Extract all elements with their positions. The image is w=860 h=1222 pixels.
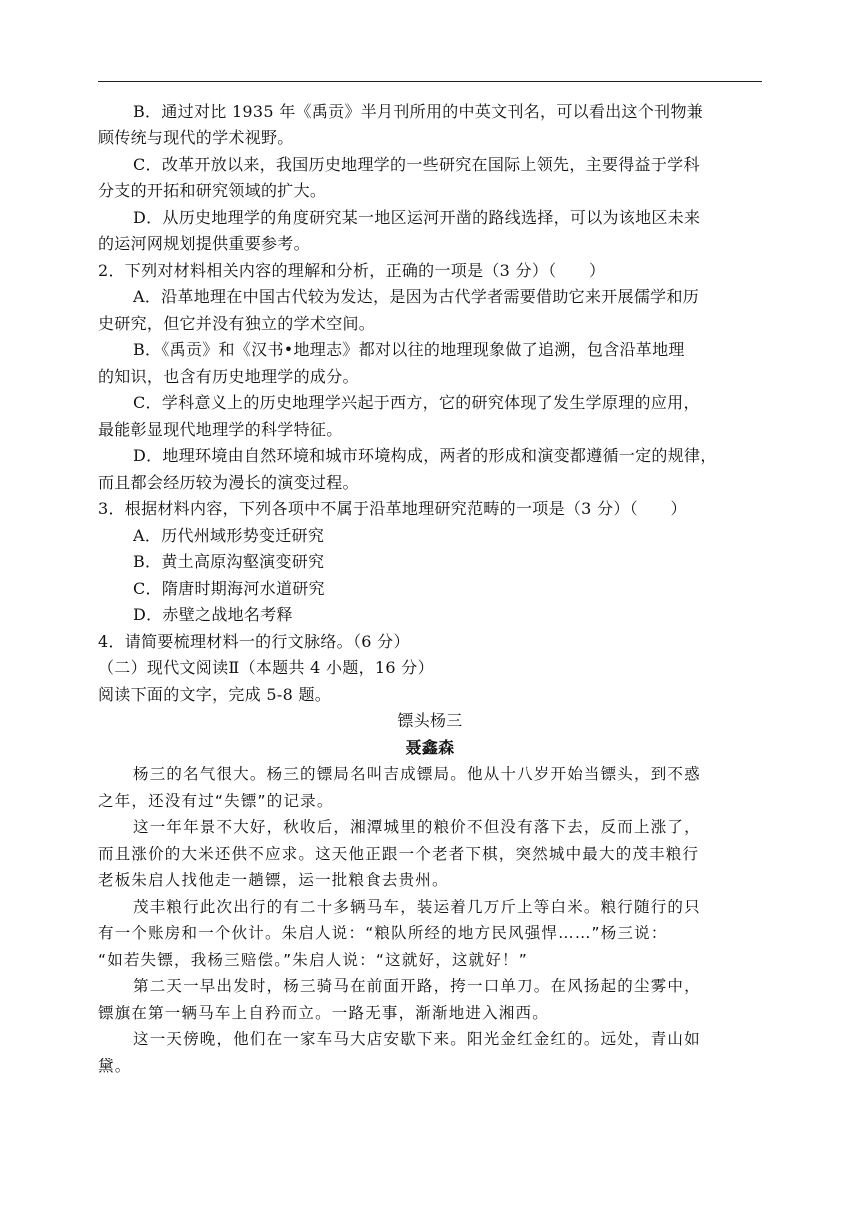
option-b-line2: 顾传统与现代的学术视野。 [98,128,294,147]
question-3: 3．根据材料内容，下列各项中不属于沿革地理研究范畴的一项是（3 分）（ ） [98,499,687,518]
story-line: 黛。 [98,1057,132,1075]
story-line: 而且涨价的大米还供不应求。这天他正跟一个老者下棋，突然城中最大的茂丰粮行 [98,845,700,863]
question-2: 2．下列对材料相关内容的理解和分析，正确的一项是（3 分）（ ） [98,261,606,280]
q2-option-a-line1: A．沿革地理在中国古代较为发达，是因为古代学者需要借助它来开展儒学和历 [133,287,700,306]
story-line: 这一天傍晚，他们在一家车马大店安歇下来。阳光金红金红的。远处，青山如 [133,1030,701,1048]
option-c-line1: C．改革开放以来，我国历史地理学的一些研究在国际上领先，主要得益于学科 [133,155,700,174]
story-line: 老板朱启人找他走一趟镖，运一批粮食去贵州。 [98,871,449,889]
option-b-line1: B．通过对比 1935 年《禹贡》半月刊所用的中英文刊名，可以看出这个刊物兼 [133,102,704,121]
q3-option-a: A．历代州域形势变迁研究 [133,526,325,545]
q2-option-b-line2: 的知识，也含有历史地理学的成分。 [98,367,359,386]
story-line: 镖旗在第一辆马车上自矜而立。一路无事，渐渐地进入湘西。 [98,1004,549,1022]
q2-option-a-line2: 史研究，但它并没有独立的学术空间。 [98,314,376,333]
q2-option-d-line2: 而且都会经历较为漫长的演变过程。 [98,473,359,492]
story-title: 镖头杨三 [397,711,463,730]
story-line: 第二天一早出发时，杨三骑马在前面开路，挎一口单刀。在风扬起的尘雾中， [133,977,701,995]
q2-option-c-line1: C．学科意义上的历史地理学兴起于西方，它的研究体现了发生学原理的应用， [133,393,700,412]
option-c-line2: 分支的开拓和研究领域的扩大。 [98,181,327,200]
q3-option-d: D．赤壁之战地名考释 [133,605,293,624]
option-d-line2: 的运河网规划提供重要参考。 [98,234,310,253]
story-line: 这一年年景不大好，秋收后，湘潭城里的粮价不但没有落下去，反而上涨了， [133,818,701,836]
section-heading: （二）现代文阅读Ⅱ（本题共 4 小题，16 分） [98,658,434,677]
option-d-line1: D．从历史地理学的角度研究某一地区运河开凿的路线选择，可以为该地区未来 [133,208,701,227]
reading-instruction: 阅读下面的文字，完成 5-8 题。 [98,685,332,704]
q3-option-b: B．黄土高原沟壑演变研究 [133,552,325,571]
header-rule [98,81,762,82]
story-line: 之年，还没有过“失镖”的记录。 [98,792,334,810]
q2-option-c-line2: 最能彰显现代地理学的科学特征。 [98,420,343,439]
q2-option-d-line1: D．地理环境由自然环境和城市环境构成，两者的形成和演变都遵循一定的规律， [133,446,717,465]
story-line: 茂丰粮行此次出行的有二十多辆马车，装运着几万斤上等白米。粮行随行的只 [133,898,701,916]
story-line: “如若失镖，我杨三赔偿。”朱启人说：“这就好，这就好！” [98,951,528,969]
story-line: 有一个账房和一个伙计。朱启人说：“粮队所经的地方民风强悍……”杨三说： [98,924,668,942]
q2-option-b-line1: B．《禹贡》和《汉书•地理志》都对以往的地理现象做了追溯，包含沿革地理 [133,340,685,359]
story-line: 杨三的名气很大。杨三的镖局名叫吉成镖局。他从十八岁开始当镖头，到不惑 [133,765,701,783]
story-author: 聂鑫森 [405,738,455,757]
question-4: 4．请简要梳理材料一的行文脉络。（6 分） [98,632,410,651]
q3-option-c: C．隋唐时期海河水道研究 [133,579,325,598]
